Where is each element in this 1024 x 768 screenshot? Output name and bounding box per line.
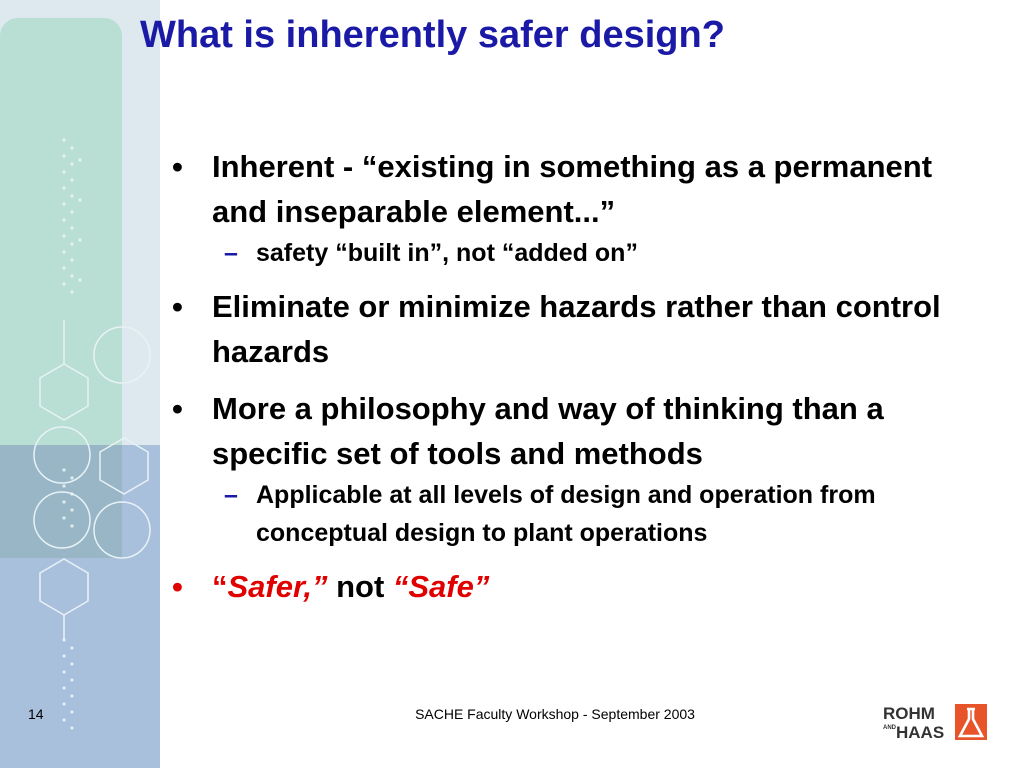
logo-line2: HAAS (896, 723, 945, 742)
slide-number: 14 (28, 706, 44, 722)
bullet-eliminate (172, 284, 972, 374)
bullet-text: Inherent - “existing in something as a permanent and inseparable element...” (212, 149, 933, 229)
not-word: not (327, 569, 393, 604)
logo-and: AND (883, 725, 896, 731)
rohm-and-haas-logo (883, 702, 987, 742)
bullet-safer-not-safe (172, 564, 972, 609)
safe-word: “Safe” (392, 569, 490, 604)
bullet-text (212, 564, 972, 609)
sub-bullet-built-in (224, 234, 972, 272)
sub-bullet-text: Applicable at all levels of design and operation from conceptual design to plant operations (256, 481, 876, 547)
sub-bullet-text: safety “built in”, not “added on” (256, 239, 638, 267)
safer-word: Safer,” (227, 569, 328, 604)
bullet-text: More a philosophy and way of thinking than a specific set of tools and methods (212, 391, 884, 471)
sub-bullet-dash: – (224, 481, 238, 509)
sub-bullet-dash: – (224, 239, 238, 267)
bullet-dot: • (172, 569, 183, 604)
open-quote: “ (212, 569, 228, 604)
bullet-dot: • (172, 289, 183, 324)
bullet-dot: • (172, 149, 183, 184)
sub-bullet-applicable (224, 476, 972, 552)
bullet-philosophy (172, 386, 972, 476)
footer-text: SACHE Faculty Workshop - September 2003 (415, 706, 695, 722)
bullet-inherent (172, 144, 972, 234)
logo-line1: ROHM (883, 704, 935, 723)
slide-body (172, 144, 972, 609)
bullet-dot: • (172, 391, 183, 426)
decorative-side-panel (0, 0, 160, 768)
bullet-text: Eliminate or minimize hazards rather than control hazards (212, 289, 941, 369)
slide-title: What is inherently safer design? (140, 14, 725, 56)
